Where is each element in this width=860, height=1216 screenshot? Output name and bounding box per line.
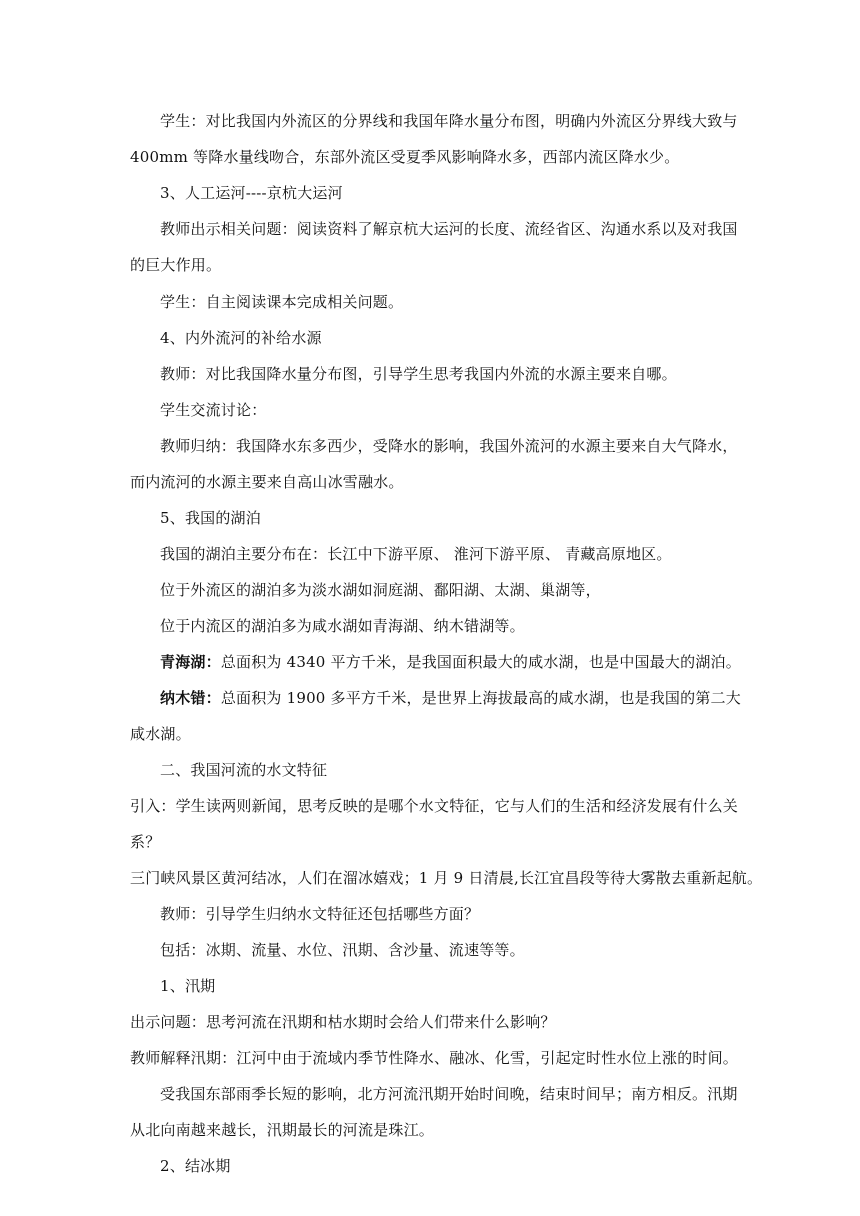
paragraph-line: 咸水湖。 (130, 725, 191, 743)
paragraph-line: 教师归纳：我国降水东多西少，受降水的影响，我国外流河的水源主要来自大气降水， (160, 437, 738, 455)
term-description: 总面积为 1900 多平方千米，是世界上海拔最高的咸水湖，也是我国的第二大 (220, 689, 741, 707)
paragraph-line (160, 688, 741, 708)
paragraph-line: 引入：学生读两则新闻，思考反映的是哪个水文特征，它与人们的生活和经济发展有什么关 (130, 797, 739, 815)
paragraph-line: 系？ (130, 833, 161, 851)
paragraph-line: 教师：对比我国降水量分布图，引导学生思考我国内外流的水源主要来自哪。 (160, 365, 677, 383)
section-heading: 二、我国河流的水文特征 (160, 761, 328, 779)
paragraph-line: 教师解释汛期：江河中由于流域内季节性降水、融冰、化雪，引起定时性水位上涨的时间。 (130, 1049, 739, 1067)
term-namtso: 纳木错： (160, 689, 221, 707)
paragraph-line: 三门峡风景区黄河结冰，人们在溜冰嬉戏；1 月 9 日清晨,长江宜昌段等待大雾散去重新起航。 (130, 869, 763, 887)
paragraph-line: 学生：对比我国内外流区的分界线和我国年降水量分布图，明确内外流区分界线大致与 (160, 112, 738, 130)
paragraph-line: 学生：自主阅读课本完成相关问题。 (160, 293, 404, 311)
paragraph-line: 学生交流讨论： (160, 401, 267, 419)
term-qinghai-lake: 青海湖： (160, 653, 221, 671)
paragraph-line: 从北向南越来越长，汛期最长的河流是珠江。 (130, 1121, 435, 1139)
paragraph-line: 400mm 等降水量线吻合，东部外流区受夏季风影响降水多，西部内流区降水少。 (130, 148, 680, 166)
paragraph-line: 位于外流区的湖泊多为淡水湖如洞庭湖、鄱阳湖、太湖、巢湖等， (160, 581, 601, 599)
paragraph-line (160, 652, 741, 672)
paragraph-line: 我国的湖泊主要分布在：长江中下游平原、 淮河下游平原、 青藏高原地区。 (160, 545, 672, 563)
term-description: 总面积为 4340 平方千米，是我国面积最大的咸水湖，也是中国最大的湖泊。 (220, 653, 741, 671)
paragraph-line: 出示问题：思考河流在汛期和枯水期时会给人们带来什么影响？ (130, 1013, 556, 1031)
paragraph-line: 教师：引导学生归纳水文特征还包括哪些方面？ (160, 905, 480, 923)
paragraph-line: 受我国东部雨季长短的影响，北方河流汛期开始时间晚，结束时间早；南方相反。汛期 (160, 1085, 738, 1103)
section-heading: 5、我国的湖泊 (160, 509, 261, 527)
section-heading: 1、汛期 (160, 977, 216, 995)
paragraph-line: 包括：冰期、流量、水位、汛期、含沙量、流速等等。 (160, 941, 525, 959)
paragraph-line: 教师出示相关问题：阅读资料了解京杭大运河的长度、流经省区、沟通水系以及对我国 (160, 220, 738, 238)
paragraph-line: 的巨大作用。 (130, 256, 222, 274)
paragraph-line: 而内流河的水源主要来自高山冰雪融水。 (130, 473, 404, 491)
paragraph-line: 位于内流区的湖泊多为咸水湖如青海湖、纳木错湖等。 (160, 617, 525, 635)
section-heading: 3、人工运河----京杭大运河 (160, 184, 343, 202)
section-heading: 4、内外流河的补给水源 (160, 329, 322, 347)
section-heading: 2、结冰期 (160, 1157, 231, 1175)
